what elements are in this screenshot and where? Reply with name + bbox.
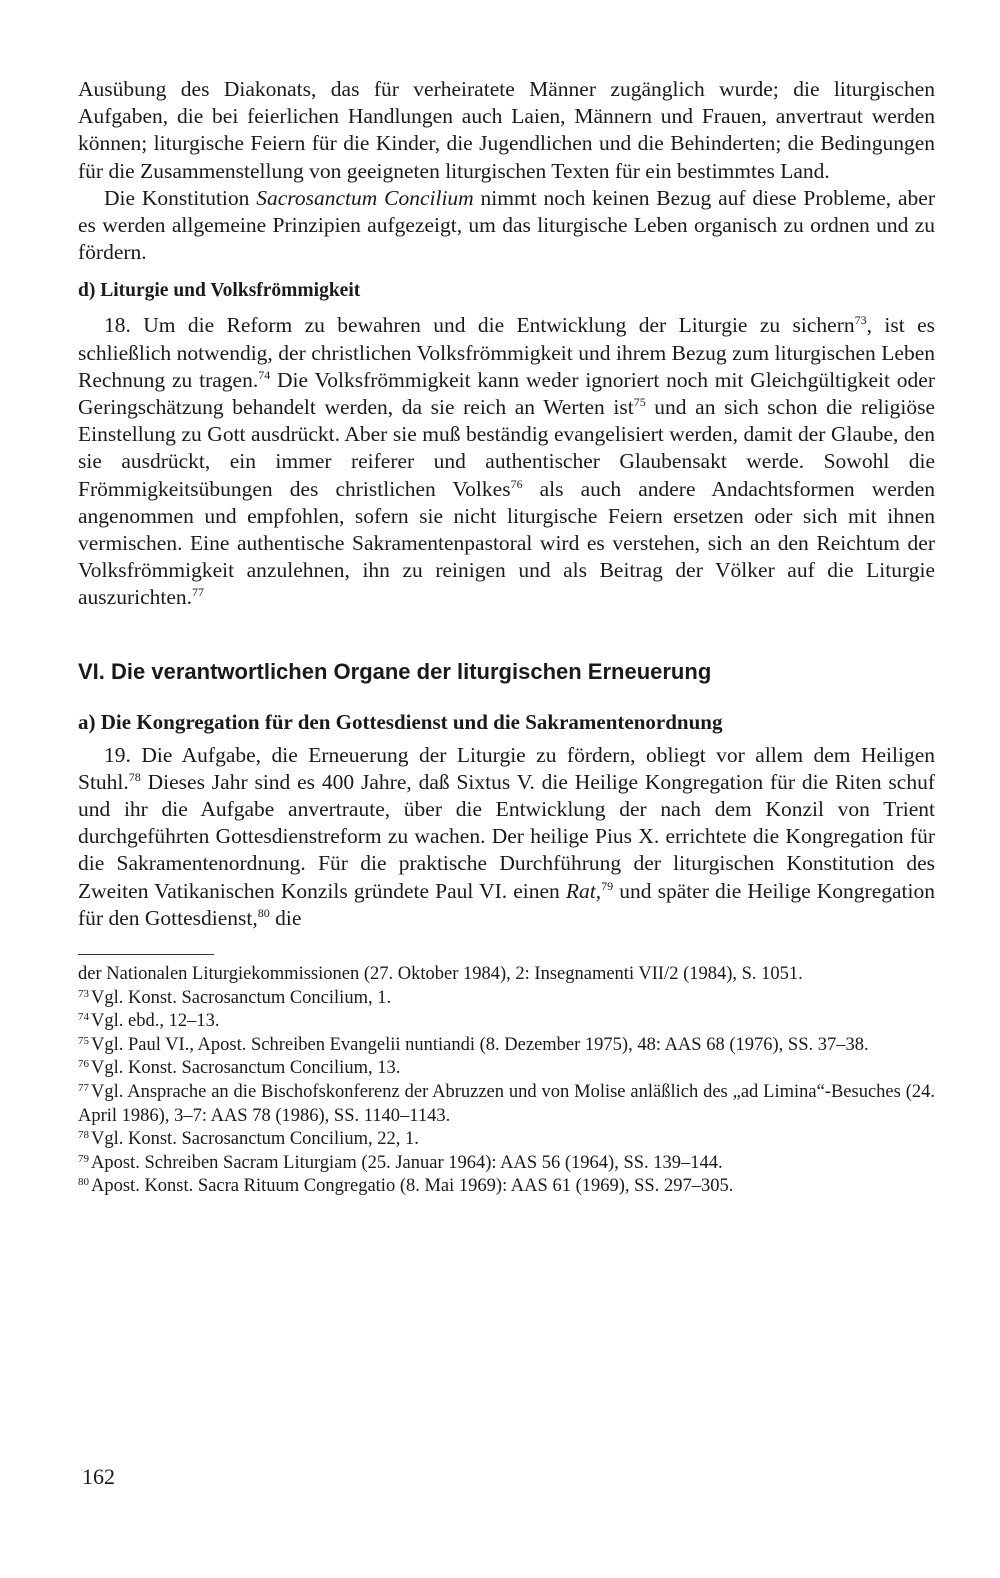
footnote-number: 76 [78, 1058, 89, 1071]
text-run: und später die Heilige Kongregation für den Gottesdienst, [78, 878, 935, 930]
footnotes [78, 963, 935, 1199]
paragraph-19 [78, 742, 935, 932]
footnote-77 [78, 1081, 935, 1128]
footnote-number: 73 [78, 987, 89, 1000]
footnote-80 [78, 1175, 935, 1199]
footnote-ref-75[interactable]: 75 [633, 395, 646, 410]
footnote-number: 80 [78, 1176, 89, 1189]
text-run: , ist es schließlich notwendig, der christlichen Volksfrömmigkeit und ihrem Bezug zum liturgischen Leben Rechnung zu tragen. [78, 313, 935, 392]
footnote-ref-79[interactable]: 79 [601, 878, 614, 893]
footnote-text: Vgl. ebd., 12–13. [91, 1011, 220, 1032]
footnote-text: Vgl. Konst. Sacrosanctum Concilium, 13. [91, 1058, 401, 1079]
paragraph-intro-2 [78, 185, 935, 267]
footnote-text: Apost. Konst. Sacra Rituum Congregatio (8. Mai 1969): AAS 61 (1969), SS. 297–305. [91, 1176, 734, 1197]
subheading-kongregation: a) Die Kongregation für den Gottesdienst und die Sakramentenordnung [78, 709, 723, 734]
footnote-74 [78, 1010, 935, 1034]
subheading-liturgie-volksfroemmigkeit: d) Liturgie und Volksfrömmigkeit [78, 280, 361, 302]
footnote-continuation: der Nationalen Liturgiekommissionen (27. Oktober 1984), 2: Insegnamenti VII/2 (1984), S. 1051. [78, 964, 803, 985]
footnote-number: 77 [78, 1082, 89, 1095]
document-page [78, 76, 935, 1199]
footnote-number: 74 [78, 1011, 89, 1024]
text-run: die [269, 905, 302, 930]
footnote-79 [78, 1152, 935, 1176]
italic-rat: Rat, [565, 878, 602, 903]
footnote-text: Vgl. Paul VI., Apost. Schreiben Evangelii nuntiandi (8. Dezember 1975), 48: AAS 68 (1976), SS. 37–38. [91, 1034, 869, 1055]
footnote-divider [78, 954, 214, 955]
text-run: als auch andere Andachtsformen werden angenommen und empfohlen, sofern sie nicht liturgische Feiern ersetzen oder sich mit ihnen vermischen. Eine authentische Sakramentenpastoral wird es verstehen, sich an den Reichtum der Volksfrömmigkeit anzulehnen, ihn zu reinigen und als Beitrag der Völker auf die Liturgie auszurichten. [78, 476, 935, 610]
footnote-number: 75 [78, 1034, 89, 1047]
text-run: 18. Um die Reform zu bewahren und die Entwicklung der Liturgie zu sichern [104, 313, 855, 338]
footnote-text: Vgl. Konst. Sacrosanctum Concilium, 1. [91, 987, 392, 1008]
footnote-73 [78, 987, 935, 1011]
italic-title: Sacrosanctum Concilium [256, 185, 474, 210]
text-run: 19. Die Aufgabe, die Erneuerung der Liturgie zu fördern, obliegt vor allem dem Heiligen Stuhl. [78, 742, 935, 794]
page-number: 162 [82, 1464, 115, 1489]
footnote-ref-78[interactable]: 78 [128, 769, 141, 784]
text-run: Die Konstitution [104, 185, 257, 210]
footnote-75 [78, 1034, 935, 1058]
text-run: Die Volksfrömmigkeit kann weder ignoriert noch mit Gleichgültigkeit oder Geringschätzung behandelt werden, da sie reich an Werten ist [78, 367, 936, 420]
footnote-text: Apost. Schreiben Sacram Liturgiam (25. Januar 1964): AAS 56 (1964), SS. 139–144. [91, 1152, 723, 1173]
section-heading-vi: VI. Die verantwortlichen Organe der liturgischen Erneuerung [78, 658, 712, 684]
paragraph-18 [78, 312, 935, 611]
footnote-ref-73[interactable]: 73 [854, 313, 867, 328]
text-run: nimmt noch keinen Bezug auf diese Probleme, aber es werden allgemeine Prinzipien aufgezeigt, um das liturgische Leben organisch zu ordnen und zu fördern. [78, 185, 935, 265]
footnote-ref-76[interactable]: 76 [510, 476, 523, 491]
footnote-76 [78, 1057, 935, 1081]
footnote-number: 78 [78, 1129, 89, 1142]
footnote-ref-77[interactable]: 77 [192, 585, 205, 600]
footnote-ref-74[interactable]: 74 [258, 367, 271, 382]
text-run: Dieses Jahr sind es 400 Jahre, daß Sixtus V. die Heilige Kongregation für die Riten schuf und ihr die Aufgabe anvertraute, über die Entwicklung der nach dem Konzil von Trient durchgeführten Gottesdienstreform zu wachen. Der heilige Pius X. errichtete die Kongregation für die Sakramentenordnung. Für die praktische Durchführung der liturgischen Konstitution des Zweiten Vatikanischen Konzils gründete Paul VI. einen [78, 769, 935, 903]
footnote-ref-80[interactable]: 80 [257, 905, 270, 920]
text-run: und an sich schon die religiöse Einstellung zu Gott ausdrückt. Aber sie muß beständig evangelisiert werden, damit der Glaube, den sie ausdrückt, ein immer reiferer und authentischer Glaubensakt werde. Sowohl die Frömmigkeitsübungen des christlichen Volkes [78, 395, 935, 501]
footnote-78 [78, 1128, 935, 1152]
footnote-text: Vgl. Konst. Sacrosanctum Concilium, 22, 1. [91, 1129, 419, 1150]
footnote-number: 79 [78, 1152, 89, 1165]
footnote-text: Vgl. Ansprache an die Bischofskonferenz der Abruzzen und von Molise anläßlich des „ad Limina“-Besuches (24. April 1986), 3–7: AAS 78 (1986), SS. 1140–1143. [78, 1082, 935, 1126]
paragraph-intro-1: Ausübung des Diakonats, das für verheiratete Männer zugänglich wurde; die liturgischen Aufgaben, die bei feierlichen Handlungen auch Laien, Männern und Frauen, anvertraut werden können; liturgische Feiern für die Kinder, die Jugendlichen und die Behinderten; die Bedingungen für die Zusammenstellung von geeigneten liturgischen Texten für ein bestimmtes Land. [78, 77, 935, 183]
